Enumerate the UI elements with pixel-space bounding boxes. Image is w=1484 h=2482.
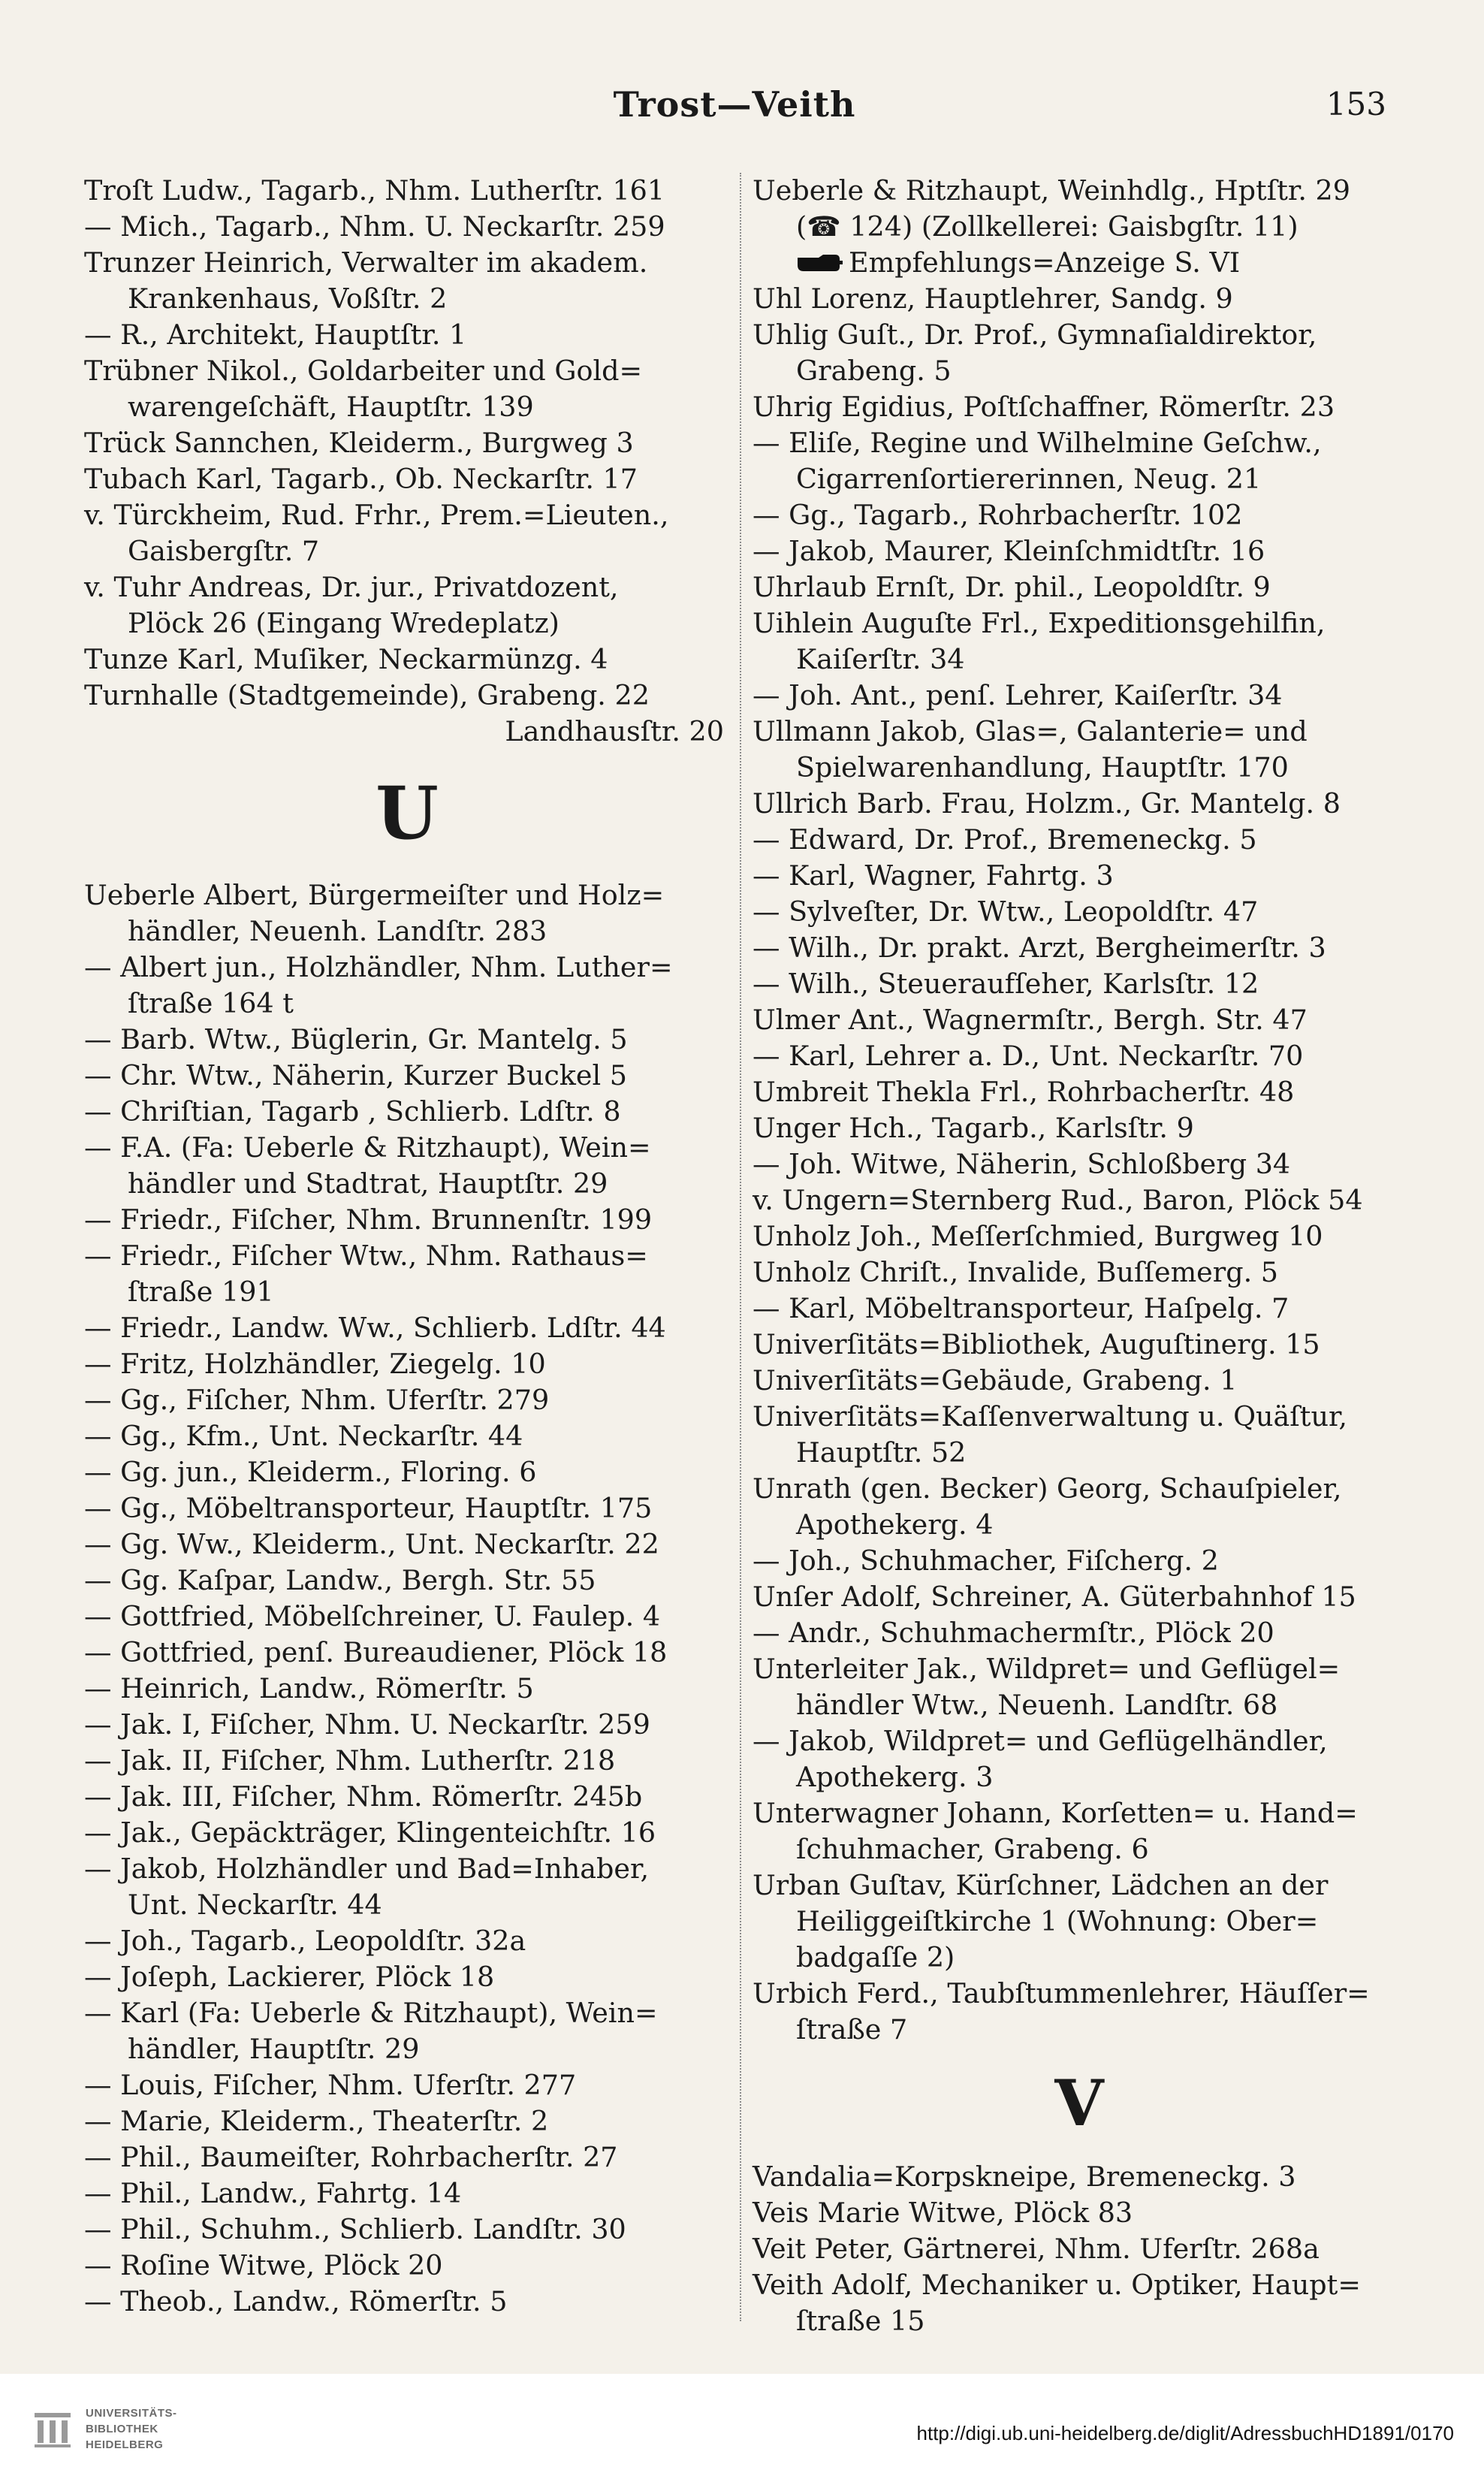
directory-entry-line: — Karl, Lehrer a. D., Unt. Neckarſtr. 70 (753, 1040, 1304, 1072)
source-url-link[interactable]: http://digi.ub.uni-heidelberg.de/diglit/AdressbuchHD1891/0170 (916, 2422, 1454, 2444)
directory-entry-line: ſchuhmacher, Grabeng. 6 (796, 1833, 1149, 1865)
directory-entry-line: Landhausſtr. 20 (505, 715, 724, 747)
directory-entry-line: Urbich Ferd., Taubſtummenlehrer, Häuſſer= (753, 1977, 1370, 2009)
directory-entry-line: Unterwagner Johann, Korſetten= u. Hand= (753, 1797, 1358, 1829)
directory-entry-line: — Jakob, Maurer, Kleinſchmidtſtr. 16 (753, 535, 1265, 567)
directory-entry-line: Apothekerg. 3 (796, 1761, 994, 1793)
directory-entry-line: — Karl (Fa: Ueberle & Ritzhaupt), Wein= (84, 1997, 658, 2029)
directory-entry-line: Apothekerg. 4 (796, 1508, 994, 1541)
library-name-line: UNIVERSITÄTS- (86, 2407, 177, 2420)
directory-entry-line: händler, Hauptſtr. 29 (128, 2033, 420, 2065)
left-column (84, 173, 730, 2320)
directory-entry-line: Ueberle & Ritzhaupt, Weinhdlg., Hptſtr. 29 (753, 174, 1350, 207)
directory-entry-line: v. Türckheim, Rud. Frhr., Prem.=Lieuten., (84, 499, 669, 531)
footer-bar (0, 2374, 1484, 2482)
directory-entry-line: Trübner Nikol., Goldarbeiter und Gold= (84, 355, 643, 387)
directory-entry-line: Hauptſtr. 52 (796, 1436, 967, 1469)
directory-entry-line: Urban Guſtav, Kürſchner, Lädchen an der (753, 1869, 1329, 1901)
library-name-line: HEIDELBERG (86, 2438, 164, 2451)
directory-entry-line: Tubach Karl, Tagarb., Ob. Neckarſtr. 17 (84, 463, 638, 495)
library-logo-icon (30, 2407, 75, 2452)
directory-entry-line: — Phil., Landw., Fahrtg. 14 (84, 2177, 462, 2209)
directory-entry-line: (☎ 124) (Zollkellerei: Gaisbgſtr. 11) (796, 210, 1298, 243)
directory-entry-line: — Andr., Schuhmachermſtr., Plöck 20 (753, 1617, 1274, 1649)
directory-entry-line: Unger Hch., Tagarb., Karlsſtr. 9 (753, 1112, 1194, 1144)
directory-entry-line: ſtraße 7 (796, 2013, 908, 2046)
directory-entry-line: Ulmer Ant., Wagnermſtr., Bergh. Str. 47 (753, 1004, 1308, 1036)
directory-entry-line: — Friedr., Fiſcher, Nhm. Brunnenſtr. 199 (84, 1203, 653, 1236)
directory-entry-line: Plöck 26 (Eingang Wredeplatz) (128, 607, 560, 639)
directory-entry-line: Troſt Ludw., Tagarb., Nhm. Lutherſtr. 161 (84, 174, 665, 207)
directory-entry-line: Univerſitäts=Gebäude, Grabeng. 1 (753, 1364, 1238, 1397)
directory-entry-line: — Gg. Ww., Kleiderm., Unt. Neckarſtr. 22 (84, 1528, 659, 1560)
directory-entry-line: — Wilh., Steueraufſeher, Karlsſtr. 12 (753, 968, 1259, 1000)
column-divider (740, 173, 741, 2321)
directory-entry-line: Turnhalle (Stadtgemeinde), Grabeng. 22 (84, 679, 650, 711)
directory-entry-line: — Marie, Kleiderm., Theaterſtr. 2 (84, 2105, 549, 2137)
directory-entry-line: — Barb. Wtw., Büglerin, Gr. Mantelg. 5 (84, 1023, 628, 1055)
page-header (83, 75, 1386, 135)
directory-entry-line: Gaisbergſtr. 7 (128, 535, 320, 567)
directory-entry-line: Uhrlaub Ernſt, Dr. phil., Leopoldſtr. 9 (753, 571, 1271, 603)
directory-entry-line: — Karl, Wagner, Fahrtg. 3 (753, 859, 1114, 892)
directory-entry-line: Unt. Neckarſtr. 44 (128, 1889, 382, 1921)
section-heading: U (376, 771, 439, 856)
directory-entry-line: — Joſeph, Lackierer, Plöck 18 (84, 1961, 495, 1993)
directory-entry-line: ſtraße 164 t (128, 987, 294, 1019)
directory-entry-line: — Mich., Tagarb., Nhm. U. Neckarſtr. 259 (84, 210, 665, 243)
directory-entry-line: Kaiſerſtr. 34 (796, 643, 965, 675)
directory-entry-line: Trück Sannchen, Kleiderm., Burgweg 3 (84, 427, 634, 459)
directory-entry-line: Unholz Joh., Meſſerſchmied, Burgweg 10 (753, 1220, 1323, 1252)
entry-text: Empfehlungs=Anzeige S. VI (849, 246, 1241, 279)
directory-entry-line: Unholz Chriſt., Invalide, Buſſemerg. 5 (753, 1256, 1279, 1288)
section-heading: V (1054, 2066, 1104, 2140)
directory-entry-line: — Edward, Dr. Prof., Bremeneckg. 5 (753, 823, 1257, 856)
directory-entry-line: — Jakob, Holzhändler und Bad=Inhaber, (84, 1852, 650, 1885)
directory-entry-line: — Wilh., Dr. prakt. Arzt, Bergheimerſtr. 3 (753, 932, 1326, 964)
directory-entry-line: — Phil., Schuhm., Schlierb. Landſtr. 30 (84, 2213, 626, 2245)
directory-entry-line: — Chr. Wtw., Näherin, Kurzer Buckel 5 (84, 1059, 628, 1092)
directory-entry-line: Uhlig Guſt., Dr. Prof., Gymnaſialdirektor, (753, 319, 1317, 351)
directory-entry-line: Univerſitäts=Kaſſenverwaltung u. Quäſtur, (753, 1400, 1347, 1433)
directory-entry-line: Uihlein Auguſte Frl., Expeditionsgehilfin, (753, 607, 1326, 639)
directory-entry-line: — F.A. (Fa: Ueberle & Ritzhaupt), Wein= (84, 1131, 651, 1164)
directory-entry-line: Umbreit Thekla Frl., Rohrbacherſtr. 48 (753, 1076, 1295, 1108)
directory-entry-line: Unrath (gen. Becker) Georg, Schauſpieler, (753, 1472, 1342, 1505)
directory-entry-line: — Joh., Tagarb., Leopoldſtr. 32a (84, 1925, 526, 1957)
directory-entry-line: — Jak. II, Fiſcher, Nhm. Lutherſtr. 218 (84, 1744, 616, 1777)
directory-entry-line: — Jak. I, Fiſcher, Nhm. U. Neckarſtr. 259 (84, 1708, 650, 1741)
directory-entry-line: — Friedr., Fiſcher Wtw., Nhm. Rathaus= (84, 1239, 648, 1272)
directory-entry-line: — Heinrich, Landw., Römerſtr. 5 (84, 1672, 534, 1704)
directory-entry-line: — Sylveſter, Dr. Wtw., Leopoldſtr. 47 (753, 895, 1259, 928)
directory-entry-line: — R., Architekt, Hauptſtr. 1 (84, 319, 467, 351)
pointing-hand-icon (796, 247, 844, 283)
directory-entry-line: — Eliſe, Regine und Wilhelmine Geſchw., (753, 427, 1322, 459)
directory-entry-line: — Gg., Möbeltransporteur, Hauptſtr. 175 (84, 1492, 653, 1524)
directory-entry-line: ſtraße 191 (128, 1276, 274, 1308)
directory-entry-line: — Joh. Witwe, Näherin, Schloßberg 34 (753, 1148, 1291, 1180)
directory-entry-line: — Roſine Witwe, Plöck 20 (84, 2249, 443, 2281)
directory-entry-line: — Gg. Kaſpar, Landw., Bergh. Str. 55 (84, 1564, 596, 1596)
right-column (753, 173, 1406, 2339)
directory-entry-line: Veith Adolf, Mechaniker u. Optiker, Haupt= (753, 2269, 1361, 2301)
directory-entry-line: Veit Peter, Gärtnerei, Nhm. Uferſtr. 268a (753, 2233, 1320, 2265)
directory-entry-line: — Gg., Fiſcher, Nhm. Uferſtr. 279 (84, 1384, 550, 1416)
directory-entry-line: Ueberle Albert, Bürgermeiſter und Holz= (84, 879, 665, 911)
directory-entry-line: warengeſchäft, Hauptſtr. 139 (128, 391, 534, 423)
directory-entry-line: — Chriſtian, Tagarb , Schlierb. Ldſtr. 8 (84, 1095, 621, 1128)
page-number: 153 (1326, 86, 1386, 122)
directory-entry-line: — Joh. Ant., penſ. Lehrer, Kaiſerſtr. 34 (753, 679, 1283, 711)
directory-entry-line: Uhl Lorenz, Hauptlehrer, Sandg. 9 (753, 282, 1233, 315)
directory-entry-line: — Jak. III, Fiſcher, Nhm. Römerſtr. 245b (84, 1780, 643, 1813)
directory-entry-line: Heiliggeiſtkirche 1 (Wohnung: Ober= (796, 1905, 1319, 1937)
directory-entry-line: — Gg. jun., Kleiderm., Floring. 6 (84, 1456, 537, 1488)
directory-entry-line: — Karl, Möbeltransporteur, Haſpelg. 7 (753, 1292, 1289, 1324)
directory-entry-line: — Friedr., Landw. Ww., Schlierb. Ldſtr. 44 (84, 1312, 666, 1344)
directory-entry-line: Grabeng. 5 (796, 355, 952, 387)
directory-entry-line: — Joh., Schuhmacher, Fiſcherg. 2 (753, 1544, 1219, 1577)
directory-entry-line: Unterleiter Jak., Wildpret= und Geflügel= (753, 1653, 1341, 1685)
directory-entry-line: Krankenhaus, Voßſtr. 2 (128, 282, 448, 315)
library-name-line: BIBLIOTHEK (86, 2423, 158, 2435)
directory-entry-line: Cigarrenſortiererinnen, Neug. 21 (796, 463, 1262, 495)
directory-entry-line: Univerſitäts=Bibliothek, Auguſtinerg. 15 (753, 1328, 1320, 1360)
directory-entry-line: händler und Stadtrat, Hauptſtr. 29 (128, 1167, 608, 1200)
directory-entry-line: — Theob., Landw., Römerſtr. 5 (84, 2285, 508, 2317)
directory-entry-line: Spielwarenhandlung, Hauptſtr. 170 (796, 751, 1289, 784)
directory-entry-line: — Phil., Baumeiſter, Rohrbacherſtr. 27 (84, 2141, 618, 2173)
directory-entry-line: v. Tuhr Andreas, Dr. jur., Privatdozent, (84, 571, 619, 603)
directory-entry-line: Ullmann Jakob, Glas=, Galanterie= und (753, 715, 1308, 747)
directory-entry-line: — Gg., Kfm., Unt. Neckarſtr. 44 (84, 1420, 523, 1452)
directory-entry-line: — Gottfried, Möbelſchreiner, U. Faulep. 4 (84, 1600, 661, 1632)
directory-entry-line: händler, Neuenh. Landſtr. 283 (128, 915, 547, 947)
library-name (86, 2405, 177, 2453)
directory-entry-line: Trunzer Heinrich, Verwalter im akadem. (84, 246, 648, 279)
directory-entry-line: händler Wtw., Neuenh. Landſtr. 68 (796, 1689, 1278, 1721)
directory-entry-line: ſtraße 15 (796, 2305, 925, 2337)
directory-entry-line: — Gg., Tagarb., Rohrbacherſtr. 102 (753, 499, 1243, 531)
directory-entry-line: Vandalia=Korpskneipe, Bremeneckg. 3 (753, 2160, 1296, 2193)
directory-entry-line: — Fritz, Holzhändler, Ziegelg. 10 (84, 1348, 546, 1380)
directory-entry-line (753, 245, 1406, 281)
running-title: Trost—Veith (613, 84, 856, 125)
directory-entry-line: Uhrig Egidius, Poſtſchaffner, Römerſtr. 23 (753, 391, 1335, 423)
directory-entry-line: — Jak., Gepäckträger, Klingenteichſtr. 16 (84, 1816, 656, 1849)
directory-entry-line: Tunze Karl, Muſiker, Neckarmünzg. 4 (84, 643, 608, 675)
directory-entry-line: Veis Marie Witwe, Plöck 83 (753, 2197, 1133, 2229)
directory-entry-line: badgaſſe 2) (796, 1941, 955, 1973)
directory-entry-line: — Louis, Fiſcher, Nhm. Uferſtr. 277 (84, 2069, 577, 2101)
directory-entry-line: — Albert jun., Holzhändler, Nhm. Luther= (84, 951, 673, 983)
directory-entry-line: — Jakob, Wildpret= und Geflügelhändler, (753, 1725, 1328, 1757)
directory-entry-line: v. Ungern=Sternberg Rud., Baron, Plöck 54 (753, 1184, 1363, 1216)
directory-entry-line: Ullrich Barb. Frau, Holzm., Gr. Mantelg. 8 (753, 787, 1341, 820)
directory-entry-line: — Gottfried, penſ. Bureaudiener, Plöck 18 (84, 1636, 668, 1668)
directory-entry-line: Unſer Adolf, Schreiner, A. Güterbahnhof 15 (753, 1581, 1356, 1613)
